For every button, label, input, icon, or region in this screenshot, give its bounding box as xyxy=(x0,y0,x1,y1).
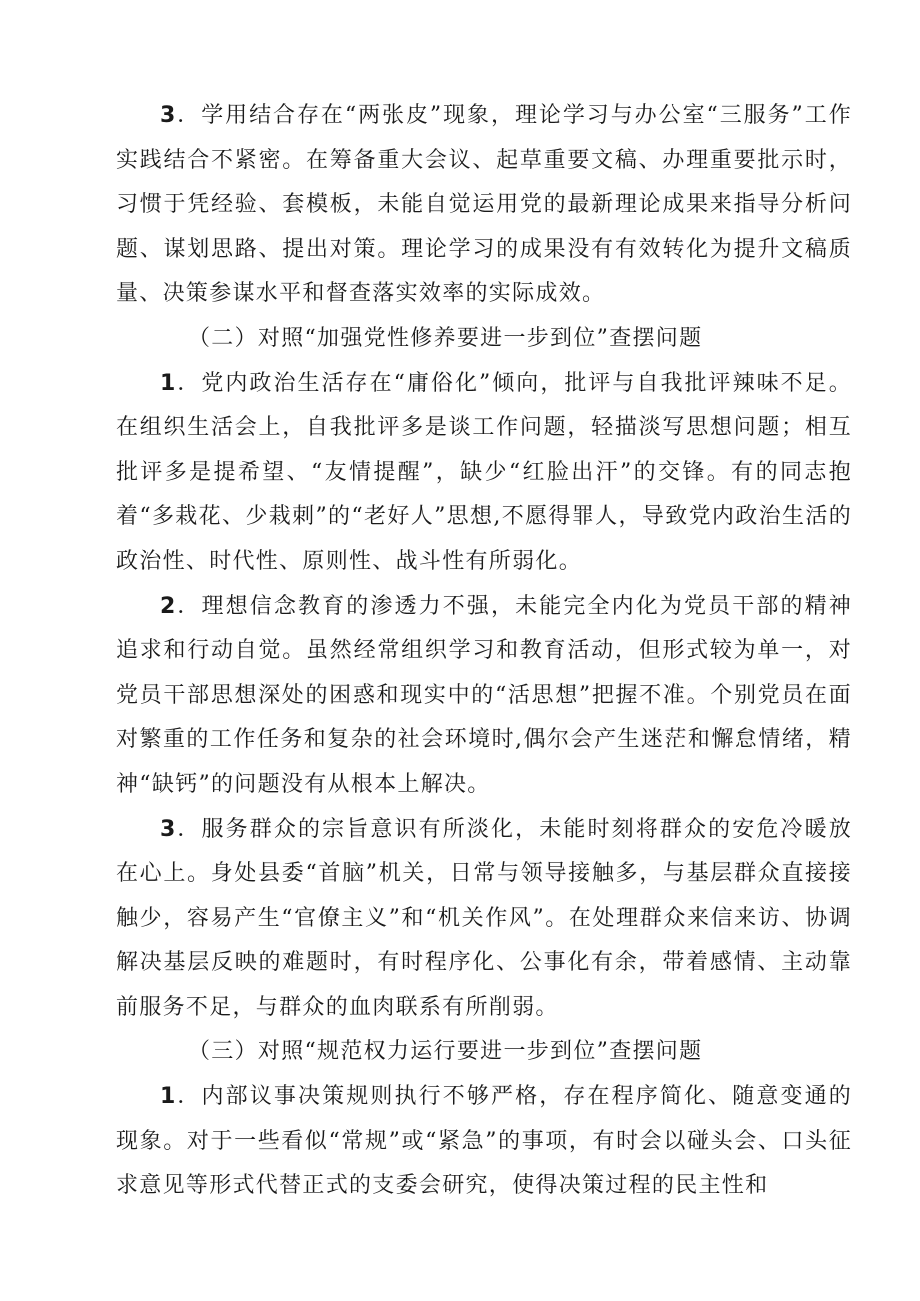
document-page xyxy=(116,94,852,1209)
paragraph-study-practice xyxy=(116,94,852,317)
paragraph-text: ．服务群众的宗旨意识有所淡化，未能时刻将群众的安危冷暖放在心上。身处县委“首脑”机关，日常与领导接触多，与基层群众直接接触少，容易产生“官僚主义”和“机关作风”。在处理群众来信来访、协调解决基层反映的难题时，有时程序化、公事化有余，带着感情、主动靠前服务不足，与群众的血肉联系有所削弱。 xyxy=(116,816,852,1020)
section-heading-party-spirit: （二）对照“加强党性修养要进一步到位”查摆问题 xyxy=(188,325,703,351)
paragraph-text: ．党内政治生活存在“庸俗化”倾向，批评与自我批评辣味不足。在组织生活会上，自我批评多是谈工作问题，轻描淡写思想问题；相互批评多是提希望、“友情提醒”，缺少“红脸出汗”的交锋。有的同志抱着“多栽花、少栽刺”的“老好人”思想,不愿得罪人，导致党内政治生活的政治性、时代性、原则性、战斗性有所弱化。 xyxy=(116,370,852,574)
paragraph-political-life xyxy=(116,362,852,585)
paragraph-text: ．内部议事决策规则执行不够严格，存在程序简化、随意变通的现象。对于一些看似“常规”或“紧急”的事项，有时会以碰头会、口头征求意见等形式代替正式的支委会研究，使得决策过程的民主性和 xyxy=(116,1084,852,1199)
item-number: 3 xyxy=(160,816,177,842)
section-heading-power-operation: （三）对照“规范权力运行要进一步到位”查摆问题 xyxy=(188,1039,703,1065)
item-number: 2 xyxy=(160,593,177,619)
item-number: 1 xyxy=(160,1084,177,1110)
paragraph-text: ．理想信念教育的渗透力不强，未能完全内化为党员干部的精神追求和行动自觉。虽然经常组织学习和教育活动，但形式较为单一，对党员干部思想深处的困惑和现实中的“活思想”把握不准。个别党员在面对繁重的工作任务和复杂的社会环境时,偶尔会产生迷茫和懈怠情绪，精神“缺钙”的问题没有从根本上解决。 xyxy=(116,593,852,797)
paragraph-text: ．学用结合存在“两张皮”现象，理论学习与办公室“三服务”工作实践结合不紧密。在筹备重大会议、起草重要文稿、办理重要批示时，习惯于凭经验、套模板，未能自觉运用党的最新理论成果来指导分析问题、谋划思路、提出对策。理论学习的成果没有有效转化为提升文稿质量、决策参谋水平和督查落实效率的实际成效。 xyxy=(116,103,852,307)
item-number: 1 xyxy=(160,370,177,396)
paragraph-ideals-education xyxy=(116,585,852,808)
item-number: 3 xyxy=(160,103,177,128)
paragraph-serve-masses xyxy=(116,808,852,1031)
paragraph-decision-rules xyxy=(116,1075,852,1209)
